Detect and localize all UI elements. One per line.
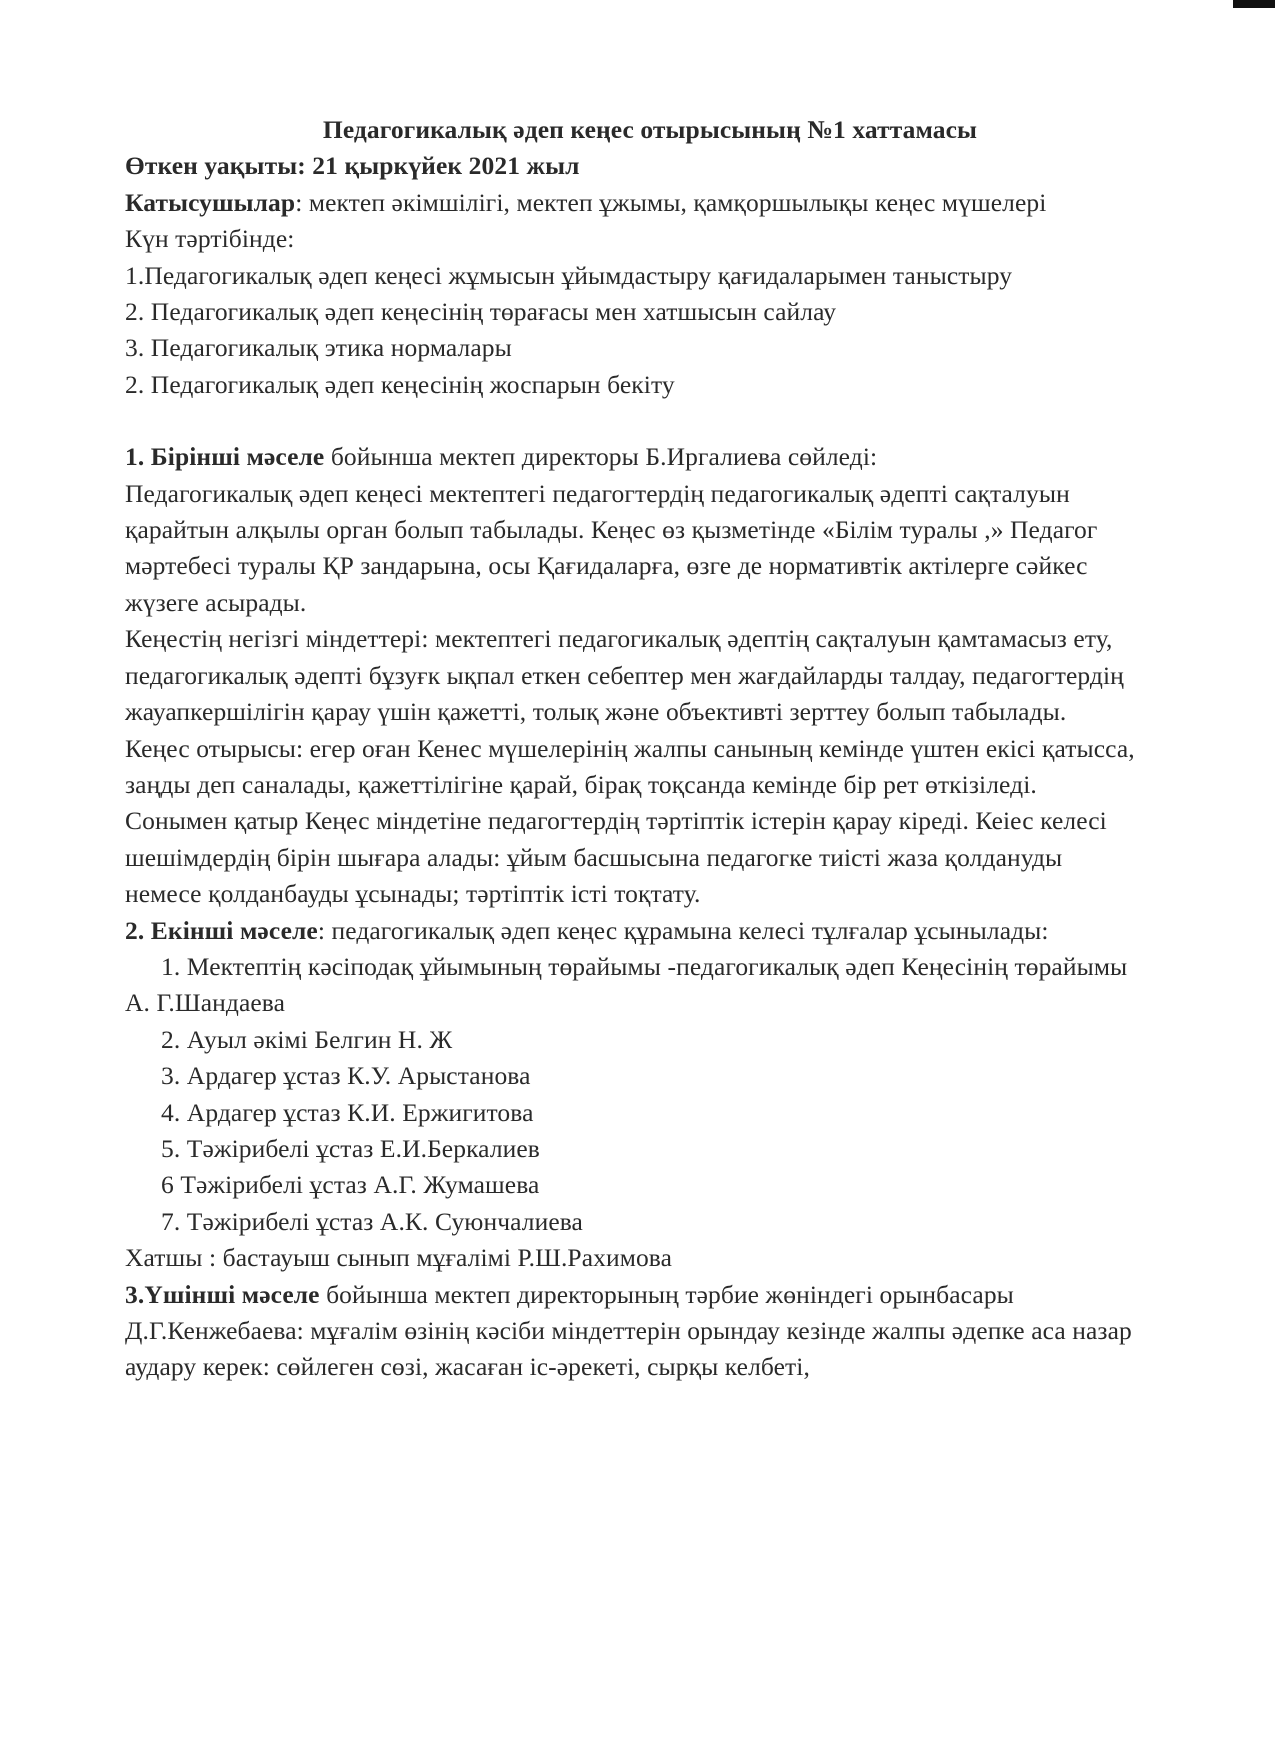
council-member: 4. Ардагер ұстаз К.И. Ержигитова [161,1097,534,1127]
issue3-label: 3.Үшінші мәселе [125,1279,320,1309]
agenda-item: 2. Педагогикалық әдеп кеңесінің төрағасы мен хатшысын сайлау [125,297,837,327]
council-member: 2. Ауыл әкімі Белгин Н. Ж [161,1024,453,1054]
scan-edge-mark [1233,0,1275,8]
council-member: 7. Тәжірибелі ұстаз А.К. Суюнчалиева [161,1206,583,1236]
council-member: 3. Ардагер ұстаз К.У. Арыстанова [161,1061,531,1091]
agenda-item: 2. Педагогикалық әдеп кеңесінің жоспарын бекіту [125,369,675,399]
spacer [125,403,1135,439]
issue1-heading [125,439,1135,475]
protocol-document [125,112,1135,1386]
issue1-lead: бойынша мектеп директоры Б.Иргалиева сөйледі: [324,442,878,472]
issue2-lead: : педагогикалық әдеп кеңес құрамына келесі тұлғалар ұсынылады: [317,915,1049,945]
issue2-label: 2. Екінші мәселе [125,915,318,945]
agenda-item: 3. Педагогикалық этика нормалары [125,333,512,363]
participants-line [125,185,1135,221]
document-title: Педагогикалық әдеп кеңес отырысының №1 хаттамасы [322,115,978,144]
council-member: 1. Мектептің кәсіподақ ұйымының төрайымы -педагогикалық әдеп Кеңесінің төрайымы А. Г.Шандаева [125,951,1128,1018]
secretary-line: Хатшы : бастауыш сынып мұғалімі Р.Ш.Рахимова [125,1243,673,1273]
issue1-label: 1. Бірінші мәселе [125,442,325,472]
issue3-heading [125,1277,1135,1386]
issue2-heading [125,913,1135,949]
issue1-paragraph: Педагогикалық әдеп кеңесі мектептегі педагогтердің педагогикалық әдепті сақталуын қарайтын алқылы орган болып табылады. Кеңес өз қызметінде «Білім туралы ,» Педагог мәртебесі туралы ҚР зандарына, осы Қағидаларға, өзге де нормативтік актілерге сәйкес жүзеге асырады. [125,478,1098,617]
participants-label: Катысушылар [125,187,296,217]
issue1-paragraph: Кеңес отырысы: егер оған Кенес мүшелерінің жалпы санының кемінде үштен екісі қатысса, заңды деп саналады, қажеттілігіне қарай, бірақ тоқсанда кемінде бір рет өткізіледі. Сонымен қатыр Кеңес міндетіне педагогтердің тәртіптік істерін қарау кіреді. Кеіес келесі шешімдердің бірін шығара алады: ұйым басшысына педагогке тиісті жаза қолдануды немесе қолданбауды ұсынады; тәртіптік істі тоқтату. [125,733,1135,909]
participants-text: : мектеп әкімшілігі, мектеп ұжымы, қамқоршылықы кеңес мүшелері [295,187,1047,217]
agenda-item: 1.Педагогикалық әдеп кеңесі жұмысын ұйымдастыру қағидаларымен таныстыру [125,260,1013,290]
issue3-lead: бойынша мектеп директорының тәрбие жөніндегі орынбасары Д.Г.Кенжебаева: мұғалім өзінің кәсіби міндеттерін орындау кезінде жалпы әдепке аса назар аудару керек: сөйлеген сөзі, жасаған іс-әрекеті, сырқы келбеті, [125,1279,1132,1382]
council-member: 6 Тәжірибелі ұстаз А.Г. Жумашева [161,1170,540,1200]
council-member: 5. Тәжірибелі ұстаз Е.И.Беркалиев [161,1133,540,1163]
issue1-paragraph: Кеңестің негізгі міндеттері: мектептегі педагогикалық әдептің сақталуын қамтамасыз ету, педагогикалық әдепті бұзуғк ықпал еткен себептер мен жағдайларды талдау, педагогтердің жауапкершілігін қарау үшін қажетті, толық және объективті зерттеу болып табылады. [125,624,1124,727]
agenda-heading: Күн тәртібінде: [125,224,295,254]
meeting-date: Өткен уақыты: 21 қыркүйек 2021 жыл [125,151,580,181]
